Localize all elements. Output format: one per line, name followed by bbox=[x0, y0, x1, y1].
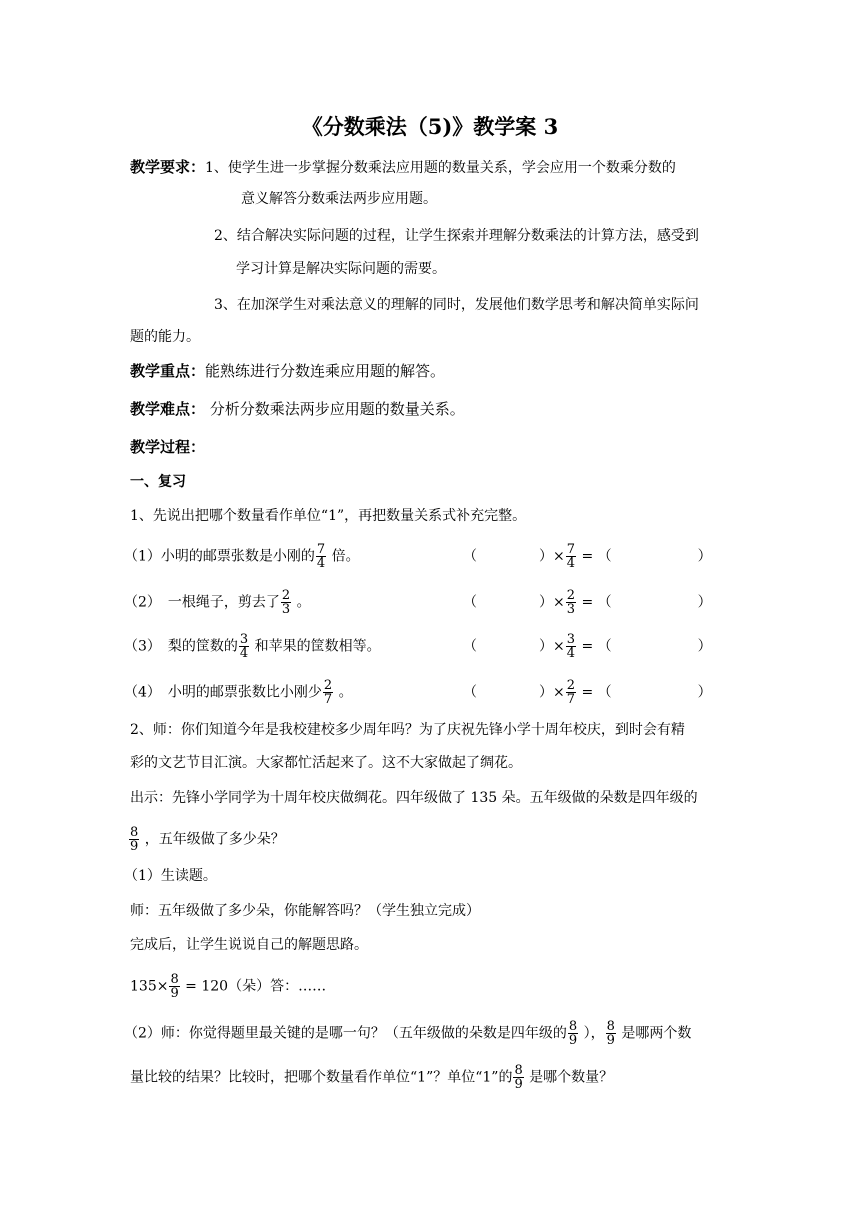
exercise-suffix: 。 bbox=[334, 684, 353, 701]
requirements-line-1 bbox=[130, 157, 676, 178]
exercise-4 bbox=[124, 679, 353, 706]
key-point-line bbox=[130, 361, 445, 381]
answer-slot-4: （ ）× $\frac{2}{7}$ = （ ） bbox=[463, 678, 712, 707]
calculation: 135× $\frac{8}{9}$ = 120（朵）答：…… bbox=[130, 972, 327, 1001]
answer-slot-2: （ ）× $\frac{2}{3}$ = （ ） bbox=[463, 588, 712, 617]
fraction: $\frac{2}{7}$ bbox=[323, 678, 333, 707]
page-title: 《分数乘法（5)》教学案 3 bbox=[301, 114, 559, 139]
teacher-intro-a: 2、师：你们知道今年是我校建校多少周年吗？为了庆祝先锋小学十周年校庆，到时会有精 bbox=[130, 722, 685, 738]
problem-b: ，五年级做了多少朵？ bbox=[144, 831, 285, 848]
fraction: $\frac{8}{9}$ bbox=[514, 1063, 523, 1092]
teacher-question: 师：五年级做了多少朵，你能解答吗？（学生独立完成） bbox=[130, 903, 480, 919]
requirement-1b: 意义解答分数乘法两步应用题。 bbox=[241, 191, 437, 207]
answer-slot-3: （ ）× $\frac{3}{4}$ = （ ） bbox=[463, 632, 712, 661]
exercise-suffix: 和苹果的筐数相等。 bbox=[250, 638, 381, 655]
fraction: $\frac{3}{4}$ bbox=[239, 632, 249, 661]
difficulty-line bbox=[130, 399, 465, 419]
fraction: $\frac{8}{9}$ bbox=[568, 1019, 578, 1048]
step-2-line-1: （2）师：你觉得题里最关键的是哪一句？（五年级做的朵数是四年级的 $\frac{8}{9}$ ）， $\frac{8}{9}$ 是哪两个数 bbox=[124, 1019, 692, 1048]
difficulty-label: 教学难点： bbox=[130, 400, 206, 418]
answer-slot-1: （ ）× $\frac{7}{4}$ = （ ） bbox=[463, 542, 712, 571]
difficulty-text: 分析分数乘法两步应用题的数量关系。 bbox=[209, 400, 465, 418]
fraction: $\frac{8}{9}$ bbox=[606, 1019, 615, 1048]
fraction: $\frac{2}{3}$ bbox=[281, 588, 291, 617]
exercise-prefix: （2） 一根绳子，剪去了 bbox=[124, 594, 280, 611]
requirement-1a: 1、使学生进一步掌握分数乘法应用题的数量关系，学会应用一个数乘分数的 bbox=[205, 160, 676, 176]
exercise-suffix: 倍。 bbox=[327, 548, 360, 565]
exercise-prefix: （1）小明的邮票张数是小刚的 bbox=[124, 548, 315, 565]
requirement-3a: 3、在加深学生对乘法意义的理解的同时，发展他们数学思考和解决简单实际问 bbox=[214, 297, 699, 313]
requirement-3b: 题的能力。 bbox=[130, 329, 200, 345]
problem-a: 出示：先锋小学同学为十周年校庆做绸花。四年级做了 135 朵。五年级做的朵数是四年级的 bbox=[130, 790, 698, 806]
fraction: $\frac{8}{9}$ bbox=[170, 972, 179, 1001]
exercise-prefix: （3） 梨的筐数的 bbox=[124, 638, 238, 655]
process-label: 教学过程： bbox=[130, 438, 206, 456]
requirement-2a: 2、结合解决实际问题的过程，让学生探索并理解分数乘法的计算方法，感受到 bbox=[214, 228, 699, 244]
teacher-intro-b: 彩的文艺节目汇演。大家都忙活起来了。这不大家做起了绸花。 bbox=[130, 755, 522, 771]
problem-b-line bbox=[128, 826, 285, 853]
exercise-suffix: 。 bbox=[292, 594, 311, 611]
exercise-3 bbox=[124, 633, 381, 660]
key-point-text: 能熟练进行分数连乘应用题的解答。 bbox=[205, 362, 446, 380]
requirements-label: 教学要求： bbox=[130, 158, 206, 176]
after-done: 完成后，让学生说说自己的解题思路。 bbox=[130, 937, 368, 953]
exercise-2 bbox=[124, 589, 311, 616]
fraction: $\frac{8}{9}$ bbox=[130, 825, 139, 854]
review-label: 一、复习 bbox=[130, 474, 186, 490]
exercise-1 bbox=[124, 543, 360, 570]
step-2-line-2: 量比较的结果？比较时，把哪个数量看作单位“1”？单位“1”的 $\frac{8}{9}$ 是哪个数量？ bbox=[130, 1063, 614, 1092]
requirement-2b: 学习计算是解决实际问题的需要。 bbox=[236, 261, 446, 277]
review-intro: 1、先说出把哪个数量看作单位“1”，再把数量关系式补充完整。 bbox=[130, 508, 527, 524]
fraction: $\frac{7}{4}$ bbox=[316, 542, 326, 571]
exercise-prefix: （4） 小明的邮票张数比小刚少 bbox=[124, 684, 322, 701]
step-1: （1）生读题。 bbox=[124, 868, 217, 884]
key-point-label: 教学重点： bbox=[130, 362, 206, 380]
